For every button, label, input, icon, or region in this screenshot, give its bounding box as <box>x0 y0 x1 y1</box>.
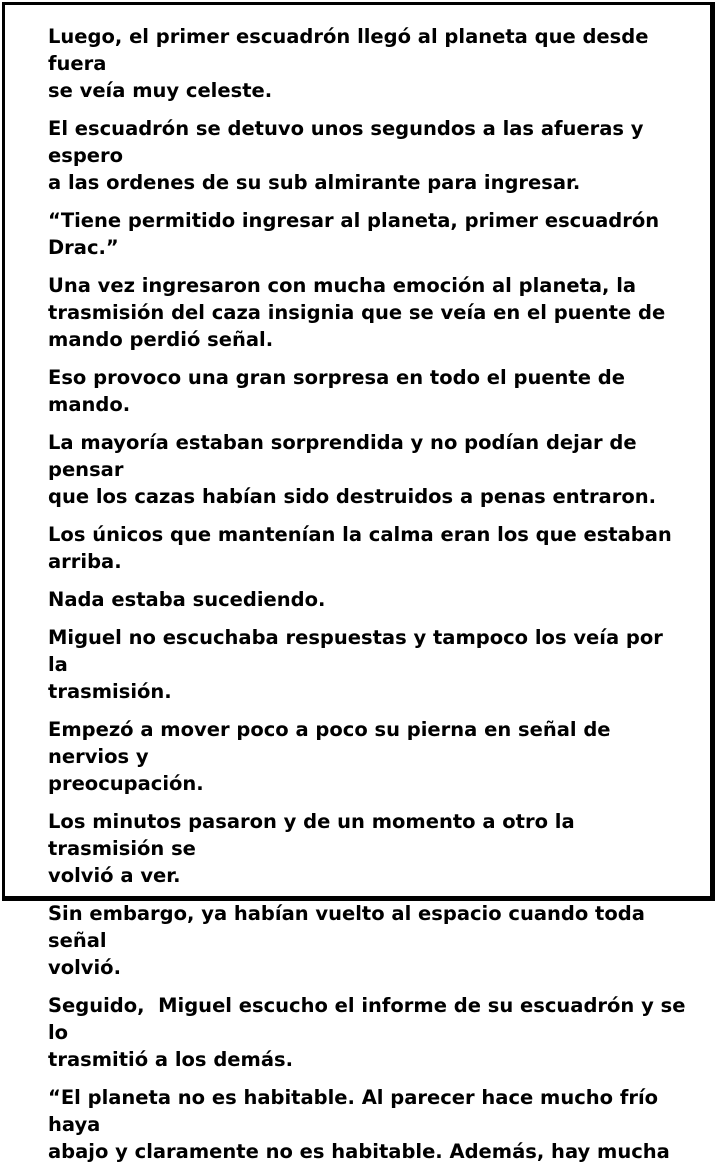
document-page <box>2 2 715 1163</box>
document-text <box>48 23 688 1176</box>
paragraph-4: Una vez ingresaron con mucha emoción al planeta, la trasmisión del caza insignia que se veía en el puente de mando perdió señal. <box>48 274 666 351</box>
paragraph-14: “El planeta no es habitable. Al parecer hace mucho frío haya abajo y claramente no es habitable. Además, hay mucha <box>48 1086 670 1163</box>
paragraph-9: Miguel no escuchaba respuestas y tampoco los veía por la trasmisión. <box>48 626 663 703</box>
paragraph-2: El escuadrón se detuvo unos segundos a las afueras y espero a las ordenes de su sub almirante para ingresar. <box>48 117 644 194</box>
paragraph-7: Los únicos que mantenían la calma eran los que estaban arriba. <box>48 523 672 573</box>
paragraph-10: Empezó a mover poco a poco su pierna en señal de nervios y preocupación. <box>48 718 611 795</box>
paragraph-11: Los minutos pasaron y de un momento a otro la trasmisión se volvió a ver. <box>48 810 575 887</box>
paragraph-5: Eso provoco una gran sorpresa en todo el puente de mando. <box>48 366 632 416</box>
paragraph-6: La mayoría estaban sorprendida y no podían dejar de pensar que los cazas habían sido destruidos a penas entraron. <box>48 431 657 508</box>
paragraph-3: “Tiene permitido ingresar al planeta, primer escuadrón Drac.” <box>48 209 660 259</box>
paragraph-8: Nada estaba sucediendo. <box>48 588 326 611</box>
paragraph-1: Luego, el primer escuadrón llegó al planeta que desde fuera se veía muy celeste. <box>48 25 649 102</box>
paragraph-12: Sin embargo, ya habían vuelto al espacio cuando toda señal volvió. <box>48 902 645 979</box>
paragraph-13: Seguido, Miguel escucho el informe de su escuadrón y se lo trasmitió a los demás. <box>48 994 686 1071</box>
